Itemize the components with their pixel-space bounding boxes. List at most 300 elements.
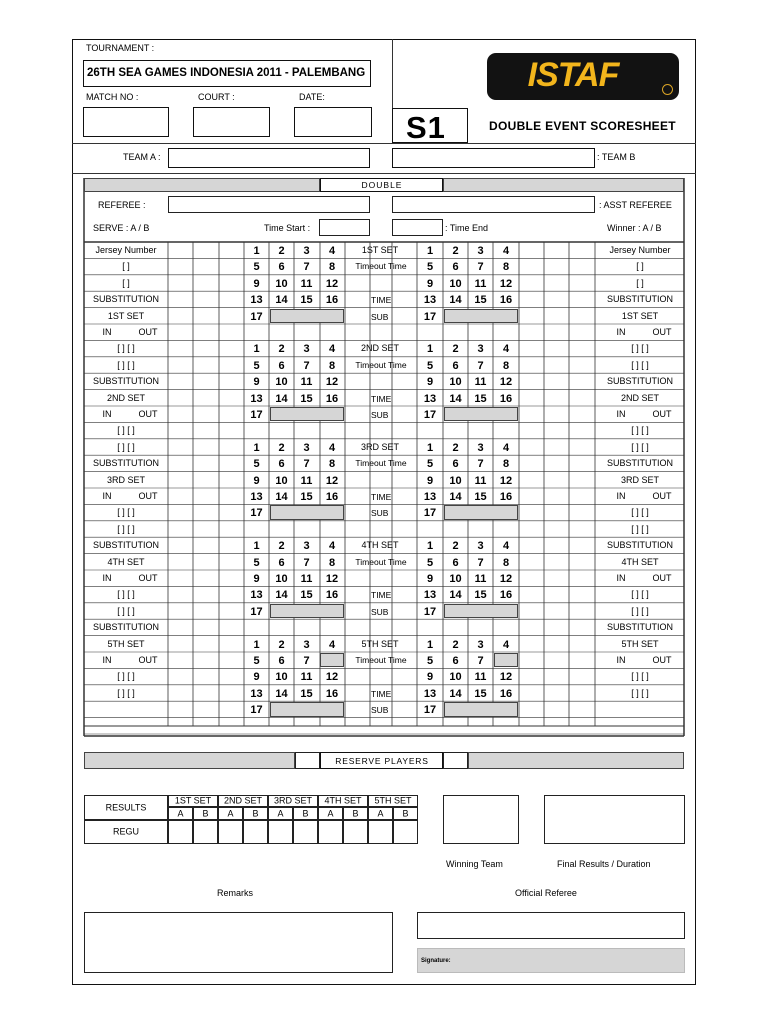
score-a-5-7: 7 [303, 655, 310, 667]
side-cell-5-1 [393, 807, 418, 820]
sub-label-4: SUB [371, 606, 389, 617]
side-cell-2-0 [218, 807, 243, 820]
bracket-pair-a-6: [ ] [ ] [117, 343, 135, 354]
score-b-3-8: 8 [502, 458, 510, 471]
score-a-1-5: 5 [253, 261, 260, 274]
score-b-3-14: 14 [449, 491, 462, 503]
in-label-b-5: IN [616, 327, 626, 337]
in-label-a-5: IN [102, 327, 112, 337]
score-b-3-16: 16 [499, 491, 513, 503]
score-b-3-3: 3 [477, 441, 484, 454]
highlight-8-b [494, 653, 518, 667]
score-a-3-8: 8 [328, 458, 336, 471]
score-a-2-15: 15 [300, 392, 313, 405]
score-b-2-1: 1 [426, 343, 434, 356]
middle-set-label-5: 5TH SET [361, 638, 399, 649]
score-b-5-16: 16 [499, 687, 513, 700]
result-side-label-1-1: B [202, 808, 209, 818]
score-b-1-8: 8 [502, 261, 510, 274]
score-b-3-13: 13 [423, 491, 437, 503]
score-a-4-8: 8 [328, 556, 336, 569]
score-b-1-3: 3 [477, 245, 484, 257]
court-label: COURT : [198, 92, 235, 102]
regu-label: REGU [112, 826, 140, 837]
side-set-label-b-3: 3RD SET [620, 474, 660, 485]
score-b-3-11: 11 [474, 474, 487, 487]
final-results-field[interactable] [544, 795, 685, 844]
score-a-3-2: 2 [278, 441, 285, 454]
result-side-label-2-0: A [227, 808, 234, 818]
final-results-label: Final Results / Duration [557, 859, 651, 869]
reserve-cell-left[interactable] [295, 752, 320, 769]
result-score-cell-3-1[interactable] [293, 820, 318, 844]
score-a-3-11: 11 [300, 474, 313, 487]
score-a-1-9: 9 [253, 277, 260, 290]
bracket-pair-b-26: [ ] [ ] [631, 671, 649, 682]
jersey-label-b: Jersey Number [609, 245, 671, 255]
score-b-3-5: 5 [426, 458, 434, 471]
score-b-5-9: 9 [426, 671, 434, 684]
score-b-2-8: 8 [502, 359, 510, 372]
score-a-5-3: 3 [303, 638, 310, 651]
middle-set-label-4: 4TH SET [361, 540, 399, 551]
side-set-label-a-2: 2ND SET [106, 392, 146, 403]
score-b-4-15: 15 [474, 589, 487, 602]
score-b-3-1: 1 [426, 441, 434, 454]
time-end-label: : Time End [445, 223, 489, 233]
score-a-2-3: 3 [303, 343, 310, 356]
score-b-3-10: 10 [449, 474, 462, 487]
score-a-2-6: 6 [278, 359, 285, 372]
time-start-field[interactable] [319, 219, 370, 236]
result-score-cell-1-1[interactable] [193, 820, 218, 844]
bracket-pair-b-17: [ ] [ ] [631, 523, 649, 534]
score-b-1-1: 1 [426, 245, 434, 257]
set-header-cell-1 [168, 795, 218, 807]
out-label-a-5: OUT [138, 327, 158, 337]
score-a-4-1: 1 [253, 540, 260, 553]
in-label-b-20: IN [616, 573, 626, 583]
sub-label-3: SUB [371, 508, 389, 519]
score-a-3-1: 1 [253, 441, 260, 454]
score-b-1-4: 4 [502, 245, 510, 257]
side-set-label-a-4: 4TH SET [107, 556, 145, 567]
result-score-cell-2-1[interactable] [243, 820, 268, 844]
middle-set-label-1: 1ST SET [361, 245, 399, 255]
score-b-2-12: 12 [499, 376, 513, 389]
team-b-label: : TEAM B [597, 152, 636, 162]
score-a-3-15: 15 [300, 491, 313, 503]
asst-referee-field[interactable] [392, 196, 595, 213]
score-b-1-2: 2 [452, 245, 459, 257]
out-label-b-5: OUT [652, 327, 672, 337]
score-a-5-2: 2 [278, 638, 285, 651]
score-b-2-15: 15 [474, 392, 487, 405]
score-b-2-6: 6 [452, 359, 459, 372]
result-score-cell-1-0[interactable] [168, 820, 193, 844]
score-a-5-15: 15 [300, 687, 313, 700]
remarks-field[interactable] [84, 912, 393, 973]
result-side-label-3-1: B [302, 808, 309, 818]
signature-label: Signature: [421, 958, 451, 964]
score-a-2-9: 9 [253, 376, 260, 389]
score-b-4-5: 5 [426, 556, 434, 569]
bracket-pair-b-16: [ ] [ ] [631, 507, 649, 518]
date-label: DATE: [299, 92, 325, 102]
score-b-2-11: 11 [474, 376, 487, 389]
score-a-4-4: 4 [328, 540, 336, 553]
score-b-5-10: 10 [449, 671, 462, 684]
substitution-label-b-13: SUBSTITUTION [606, 458, 674, 469]
score-a-1-6: 6 [278, 261, 285, 274]
time-start-label: Time Start : [264, 223, 311, 233]
substitution-label-b-18: SUBSTITUTION [606, 540, 674, 551]
bracket-pair-a-21: [ ] [ ] [117, 589, 135, 600]
score-a-2-13: 13 [250, 392, 263, 405]
referee-field[interactable] [168, 196, 370, 213]
score-b-1-17: 17 [423, 310, 437, 323]
side-cell-4-1 [343, 807, 368, 820]
score-a-3-6: 6 [278, 458, 285, 471]
substitution-label-a-8: SUBSTITUTION [92, 376, 160, 387]
set-header-cell-5 [368, 795, 418, 807]
score-a-4-10: 10 [275, 573, 288, 585]
set-header-cell-3 [268, 795, 318, 807]
score-a-1-15: 15 [300, 294, 313, 307]
sheet-code: S1 [406, 110, 446, 145]
score-a-1-13: 13 [250, 294, 263, 307]
bracket-pair-b-12: [ ] [ ] [631, 441, 649, 452]
bracket-pair-b-21: [ ] [ ] [631, 589, 649, 600]
result-score-cell-2-0[interactable] [218, 820, 243, 844]
out-label-b-10: OUT [652, 409, 672, 419]
score-b-1-11: 11 [474, 277, 487, 290]
result-score-cell-4-0[interactable] [318, 820, 343, 844]
score-a-2-1: 1 [253, 343, 260, 356]
official-referee-field[interactable] [417, 912, 685, 939]
bracket-pair-a-12: [ ] [ ] [117, 441, 135, 452]
winning-team-label: Winning Team [446, 859, 503, 869]
score-b-2-14: 14 [449, 392, 462, 405]
timeout-label-4: Timeout Time [355, 556, 407, 567]
score-b-2-4: 4 [502, 343, 510, 356]
time-label-2: TIME [371, 393, 392, 404]
score-b-1-9: 9 [426, 277, 434, 290]
score-a-3-13: 13 [250, 491, 263, 503]
out-label-a-10: OUT [138, 409, 158, 419]
score-a-5-6: 6 [278, 655, 285, 667]
substitution-label-a-23: SUBSTITUTION [92, 622, 160, 633]
score-a-3-16: 16 [325, 491, 339, 503]
sheet-title: DOUBLE EVENT SCORESHEET [489, 119, 676, 133]
score-a-3-5: 5 [253, 458, 260, 471]
score-b-4-9: 9 [426, 573, 434, 585]
middle-set-label-2: 2ND SET [360, 343, 400, 354]
score-b-4-10: 10 [449, 573, 462, 585]
score-b-4-6: 6 [452, 556, 459, 569]
score-a-5-14: 14 [275, 687, 288, 700]
out-label-a-15: OUT [138, 491, 158, 501]
score-a-1-10: 10 [275, 277, 288, 290]
score-a-2-4: 4 [328, 343, 336, 356]
reserve-cell-right[interactable] [443, 752, 468, 769]
side-cell-2-1 [243, 807, 268, 820]
substitution-label-b-3: SUBSTITUTION [606, 294, 674, 305]
bracket-pair-a-22: [ ] [ ] [117, 605, 135, 616]
side-cell-1-0 [168, 807, 193, 820]
score-a-5-16: 16 [325, 687, 339, 700]
time-end-field[interactable] [392, 219, 443, 236]
score-a-1-14: 14 [275, 294, 288, 307]
substitution-label-a-18: SUBSTITUTION [92, 540, 160, 551]
reserve-bar-right [468, 752, 684, 769]
score-b-4-16: 16 [499, 589, 513, 602]
score-a-4-11: 11 [300, 573, 313, 585]
score-a-3-14: 14 [275, 491, 288, 503]
score-b-5-12: 12 [499, 671, 513, 684]
score-b-5-5: 5 [426, 655, 434, 667]
score-b-1-6: 6 [452, 261, 459, 274]
score-b-4-13: 13 [423, 589, 437, 602]
result-score-cell-4-1[interactable] [343, 820, 368, 844]
score-b-3-2: 2 [452, 441, 459, 454]
score-a-5-9: 9 [253, 671, 260, 684]
score-b-2-16: 16 [499, 392, 513, 405]
score-a-5-4: 4 [328, 638, 336, 651]
side-set-label-a-3: 3RD SET [106, 474, 146, 485]
side-cell-3-1 [293, 807, 318, 820]
score-b-4-14: 14 [449, 589, 462, 602]
double-box [320, 178, 443, 192]
score-a-4-14: 14 [275, 589, 288, 602]
asst-referee-label: : ASST REFEREE [599, 200, 672, 210]
score-b-1-5: 5 [426, 261, 434, 274]
timeout-label-5: Timeout Time [355, 655, 407, 665]
point-17-shade-a [270, 604, 344, 618]
point-17-shade-a [270, 407, 344, 421]
score-b-5-6: 6 [452, 655, 459, 667]
score-b-4-12: 12 [499, 573, 513, 585]
tournament-name: 26TH SEA GAMES INDONESIA 2011 - PALEMBANG [87, 67, 366, 79]
score-b-1-7: 7 [477, 261, 484, 274]
score-b-2-10: 10 [449, 376, 462, 389]
reserve-label: RESERVE PLAYERS [335, 756, 429, 766]
side-cell-4-0 [318, 807, 343, 820]
side-set-label-b-2: 2ND SET [620, 392, 660, 403]
results-label-cell [84, 795, 168, 820]
set-header-cell-4 [318, 795, 368, 807]
score-b-3-15: 15 [474, 491, 487, 503]
bracket-pair-b-11: [ ] [ ] [631, 425, 649, 436]
double-bar-left [84, 178, 320, 192]
side-cell-1-1 [193, 807, 218, 820]
in-label-a-15: IN [102, 491, 112, 501]
in-label-a-10: IN [102, 409, 112, 419]
result-set-header-2: 2ND SET [223, 795, 263, 806]
score-a-4-3: 3 [303, 540, 310, 553]
result-side-label-4-0: A [327, 808, 334, 818]
score-b-5-7: 7 [477, 655, 484, 667]
point-17-shade-a [270, 505, 344, 519]
score-a-1-4: 4 [328, 245, 336, 257]
highlight-8-a [320, 653, 344, 667]
score-b-4-4: 4 [502, 540, 510, 553]
substitution-label-a-3: SUBSTITUTION [92, 294, 160, 305]
winning-team-field[interactable] [443, 795, 519, 844]
bracket-pair-a-11: [ ] [ ] [117, 425, 135, 436]
score-a-2-10: 10 [275, 376, 288, 389]
timeout-label-1: Timeout Time [355, 261, 407, 272]
score-b-5-17: 17 [423, 704, 437, 717]
sub-label-5: SUB [371, 705, 389, 716]
score-a-4-2: 2 [278, 540, 285, 553]
substitution-label-b-23: SUBSTITUTION [606, 622, 674, 633]
score-b-5-14: 14 [449, 687, 462, 700]
side-cell-5-0 [368, 807, 393, 820]
bracket-pair-a-17: [ ] [ ] [117, 523, 135, 534]
serve-label: SERVE : A / B [93, 223, 150, 233]
result-side-label-5-1: B [402, 808, 409, 818]
score-b-5-13: 13 [423, 687, 437, 700]
regu-label-cell [84, 820, 168, 844]
result-set-header-1: 1ST SET [174, 795, 212, 806]
score-b-5-2: 2 [452, 638, 459, 651]
score-a-4-5: 5 [253, 556, 260, 569]
winner-label: Winner : A / B [607, 223, 662, 233]
sub-label-1: SUB [371, 311, 389, 322]
score-b-3-6: 6 [452, 458, 459, 471]
point-17-shade-b [444, 604, 518, 618]
result-score-cell-5-1[interactable] [393, 820, 418, 844]
score-b-5-1: 1 [426, 638, 434, 651]
score-a-3-3: 3 [303, 441, 310, 454]
score-a-2-7: 7 [303, 359, 310, 372]
score-a-5-13: 13 [250, 687, 263, 700]
score-b-2-9: 9 [426, 376, 434, 389]
reserve-bar-left [84, 752, 295, 769]
official-referee-label: Official Referee [515, 888, 577, 898]
score-b-3-7: 7 [477, 458, 484, 471]
score-a-1-7: 7 [303, 261, 310, 274]
point-17-shade-b [444, 505, 518, 519]
score-b-1-10: 10 [449, 277, 462, 290]
result-side-label-3-0: A [277, 808, 284, 818]
in-label-b-15: IN [616, 491, 626, 501]
score-b-2-7: 7 [477, 359, 484, 372]
substitution-label-a-13: SUBSTITUTION [92, 458, 160, 469]
out-label-b-15: OUT [652, 491, 672, 501]
score-a-4-17: 17 [250, 605, 263, 618]
middle-set-label-3: 3RD SET [360, 441, 400, 452]
result-side-label-4-1: B [352, 808, 359, 818]
jersey-label-a: Jersey Number [95, 245, 157, 255]
score-b-3-17: 17 [423, 507, 437, 520]
score-b-1-14: 14 [449, 294, 462, 307]
team-a-label: TEAM A : [123, 152, 161, 162]
score-a-1-2: 2 [278, 245, 285, 257]
out-label-a-25: OUT [138, 655, 158, 665]
score-b-5-11: 11 [474, 671, 487, 684]
score-a-4-7: 7 [303, 556, 310, 569]
out-label-b-25: OUT [652, 655, 672, 665]
score-b-2-2: 2 [452, 343, 459, 356]
score-a-4-16: 16 [325, 589, 339, 602]
time-label-5: TIME [371, 688, 392, 699]
double-bar-right [443, 178, 684, 192]
score-a-4-6: 6 [278, 556, 285, 569]
time-label-4: TIME [371, 590, 392, 601]
signature-field[interactable] [417, 948, 685, 973]
result-score-cell-5-0[interactable] [368, 820, 393, 844]
bracket-pair-a-26: [ ] [ ] [117, 671, 135, 682]
side-set-label-a-5: 5TH SET [107, 638, 145, 649]
out-label-b-20: OUT [652, 573, 672, 583]
timeout-label-2: Timeout Time [355, 359, 407, 370]
score-b-2-13: 13 [423, 392, 437, 405]
score-b-3-9: 9 [426, 474, 434, 487]
score-a-5-10: 10 [275, 671, 288, 684]
score-b-1-15: 15 [474, 294, 487, 307]
point-17-shade-a [270, 309, 344, 323]
point-17-shade-b [444, 407, 518, 421]
score-a-1-17: 17 [250, 310, 263, 323]
set-header-cell-2 [218, 795, 268, 807]
score-a-3-10: 10 [275, 474, 288, 487]
score-a-2-2: 2 [278, 343, 285, 356]
substitution-label-b-8: SUBSTITUTION [606, 376, 674, 387]
timeout-label-3: Timeout Time [355, 458, 407, 469]
result-set-header-3: 3RD SET [273, 795, 313, 806]
score-a-5-5: 5 [253, 655, 260, 667]
time-label-3: TIME [371, 492, 392, 502]
score-b-4-8: 8 [502, 556, 510, 569]
side-set-label-a-1: 1ST SET [107, 310, 145, 321]
score-a-5-1: 1 [253, 638, 260, 651]
result-score-cell-3-0[interactable] [268, 820, 293, 844]
bracket-pair-b-7: [ ] [ ] [631, 359, 649, 370]
remarks-label: Remarks [217, 888, 254, 898]
bracket-pair-b-27: [ ] [ ] [631, 687, 649, 698]
score-a-2-17: 17 [250, 409, 263, 421]
score-b-3-4: 4 [502, 441, 510, 454]
score-b-2-5: 5 [426, 359, 434, 372]
sub-label-2: SUB [371, 410, 389, 420]
jersey-bracket-2-b: [ ] [636, 277, 644, 288]
point-17-shade-b [444, 309, 518, 323]
point-17-shade-a [270, 702, 344, 716]
score-a-4-13: 13 [250, 589, 263, 602]
time-label-1: TIME [371, 295, 392, 306]
result-side-label-2-1: B [252, 808, 259, 818]
bracket-pair-a-27: [ ] [ ] [117, 687, 135, 698]
result-set-header-4: 4TH SET [324, 795, 362, 806]
score-a-2-16: 16 [325, 392, 339, 405]
score-b-1-13: 13 [423, 294, 437, 307]
out-label-a-20: OUT [138, 573, 158, 583]
score-a-1-11: 11 [300, 277, 313, 290]
side-set-label-b-5: 5TH SET [621, 638, 659, 649]
bracket-pair-b-6: [ ] [ ] [631, 343, 649, 354]
score-a-4-12: 12 [325, 573, 339, 585]
score-b-5-15: 15 [474, 687, 487, 700]
side-set-label-b-4: 4TH SET [621, 556, 659, 567]
score-a-5-12: 12 [325, 671, 339, 684]
result-set-header-5: 5TH SET [374, 795, 412, 806]
score-a-3-9: 9 [253, 474, 260, 487]
score-b-5-4: 4 [502, 638, 510, 651]
score-b-4-2: 2 [452, 540, 459, 553]
score-a-1-3: 3 [303, 245, 310, 257]
